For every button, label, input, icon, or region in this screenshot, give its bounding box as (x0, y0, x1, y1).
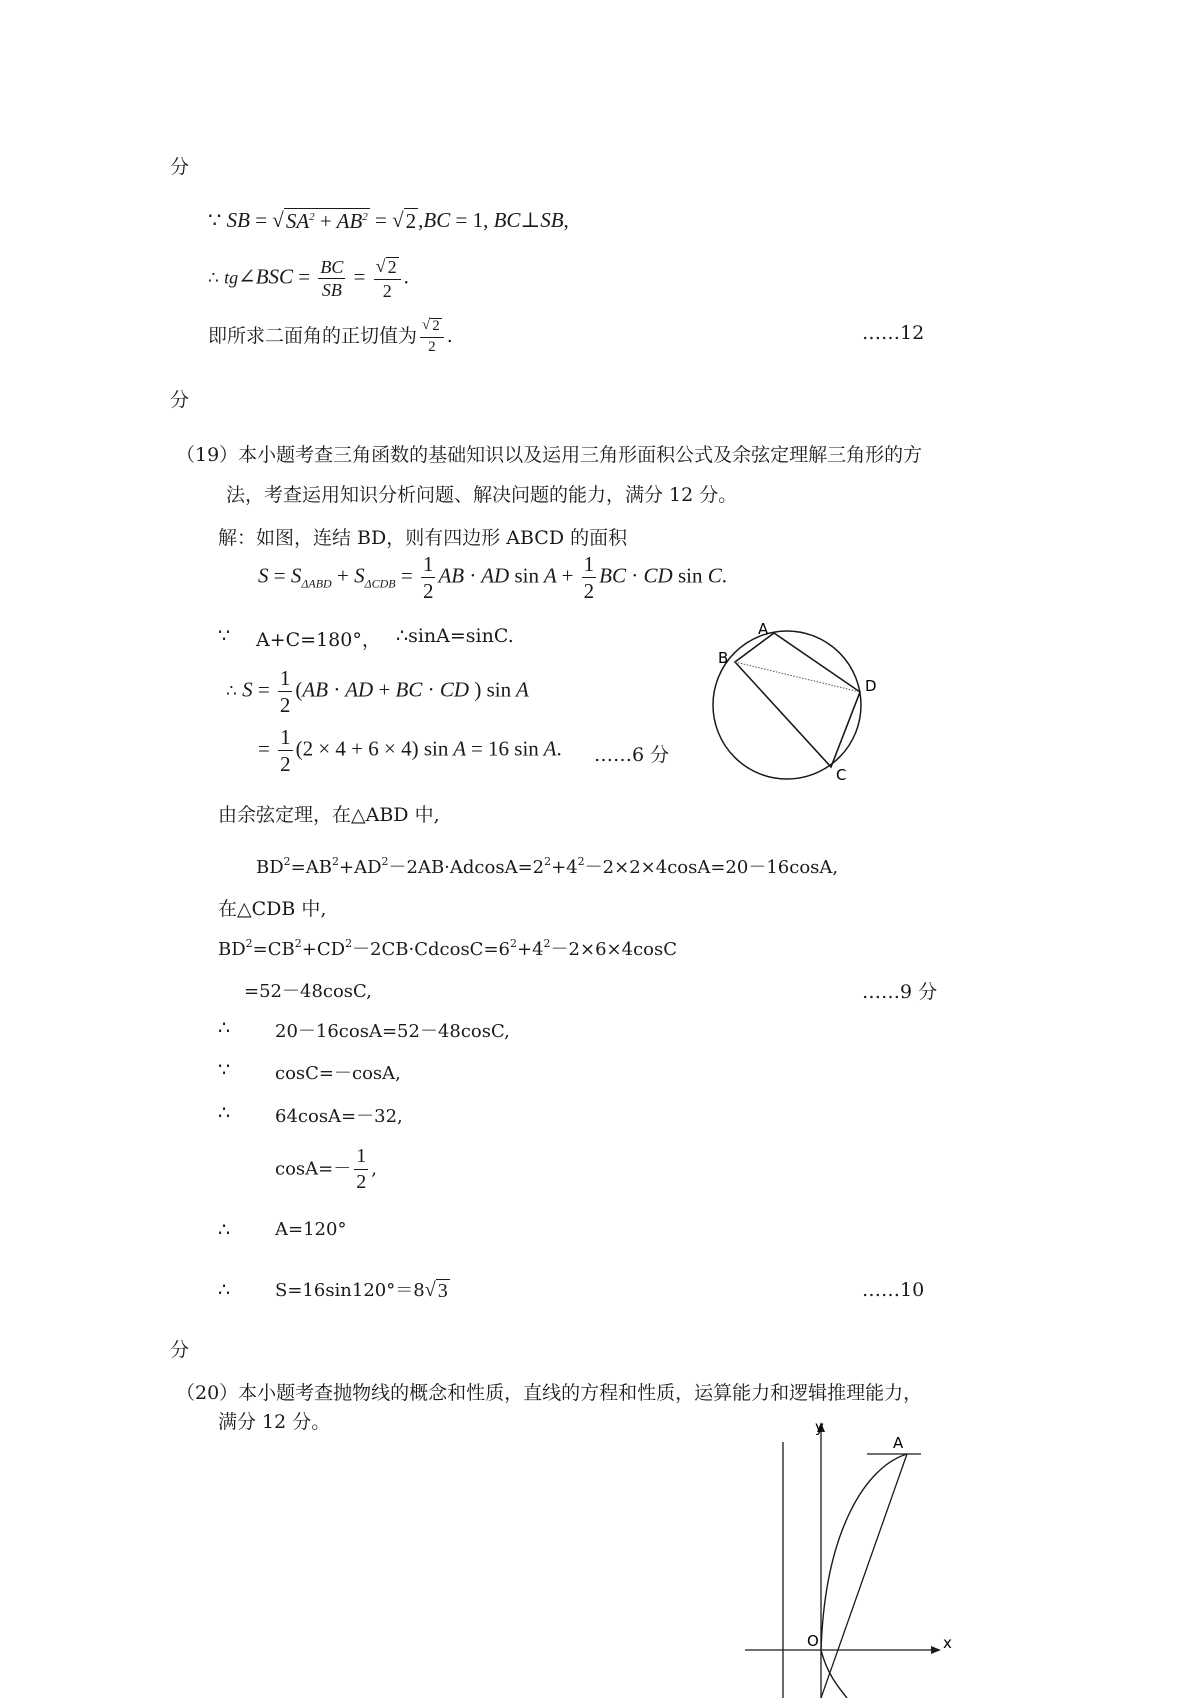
eq-combined: 20－16cosA=52－48cosC, (275, 1021, 510, 1042)
a-120: A=120° (275, 1219, 347, 1240)
therefore-symbol: ∴ (218, 1279, 231, 1301)
bd-cdb-result: =52－48cosC, (244, 981, 372, 1002)
label-c: C (836, 766, 847, 784)
diagonal-bd (735, 662, 860, 692)
chord-line (821, 1454, 907, 1698)
cos-64: 64cosA=－32, (275, 1106, 403, 1127)
q19-intro-line1: （19）本小题考查三角函数的基础知识以及运用三角形面积公式及余弦定理解三角形的方 (176, 444, 923, 466)
score-9: ……9 分 (862, 981, 938, 1003)
label-a: A (893, 1434, 904, 1452)
score-12: ……12 (862, 322, 925, 344)
label-d: D (865, 677, 877, 695)
quadrilateral-abcd (735, 633, 860, 767)
formula-area-sum: $S = S_{\Delta ABD} + S_{\Delta CDB}$ = $\frac{1}{2}$ AB · AD sin A + $\frac{1}{2}$ BC · CD sin C. (258, 552, 727, 604)
therefore-symbol: ∴ (218, 1219, 231, 1241)
label-o: O (807, 1632, 819, 1650)
cos-relation: cosC=－cosA, (275, 1063, 401, 1084)
q20-intro-line2: 满分 12 分。 (218, 1411, 331, 1433)
q19-intro-line2: 法，考查运用知识分析问题、解决问题的能力，满分 12 分。 (226, 484, 738, 506)
label-a: A (758, 620, 769, 638)
q20-intro-line1: （20）本小题考查抛物线的概念和性质，直线的方程和性质，运算能力和逻辑推理能力， (176, 1382, 923, 1404)
label-b: B (718, 649, 729, 667)
bd-squared-abd: $BD^2=AB^2+AD^2-2AB\cdot AdcosA=2^2+4^2-2\times 2\times 4\cos A=20-16\cos A$, (256, 855, 839, 878)
therefore-symbol: ∴ (218, 1017, 231, 1039)
formula-sb: ∵ SB = √ $SA^2 + AB^2$ = √ 2 ,BC = 1, BC⊥SB, (208, 208, 569, 233)
bd-squared-cdb: $BD^2=CB^2+CD^2-2CB\cdot CdcosC=6^2+4^2-2\times 6\times 4\cos C$ (218, 937, 677, 960)
score-6: ……6 分 (594, 744, 670, 766)
because-symbol: ∵ (218, 1059, 231, 1081)
formula-area-factored: ∴ S = $\frac{1}{2}$ (AB · AD + BC · CD ) sin A (226, 666, 529, 718)
parabola-curve-lower (821, 1650, 847, 1698)
fen-label: 分 (170, 389, 190, 411)
therefore-symbol: ∴ (218, 1102, 231, 1124)
cosine-law-intro: 由余弦定理，在△ABD 中, (218, 804, 440, 826)
formula-tan: ∴ tg∠BSC = $\frac{BC}{SB}$ = √ 2 2 . (208, 256, 409, 301)
s-result: S=16sin120°＝8 √ 3 (275, 1279, 448, 1302)
in-cdb: 在△CDB 中, (218, 898, 327, 920)
cyclic-quadrilateral-figure (700, 612, 880, 792)
circumcircle (713, 631, 861, 779)
fen-label: 分 (170, 1339, 190, 1361)
sin-equal: ∴sinA=sinC. (396, 625, 514, 647)
formula-area-value: = $\frac{1}{2}$ (2 × 4 + 6 × 4) sin A = 16 sin A. (258, 725, 562, 777)
label-x: x (943, 1634, 952, 1652)
angle-sum: A+C=180°， (256, 629, 381, 651)
tangent-conclusion: 即所求二面角的正切值为 √ 2 2 . (208, 317, 453, 355)
fen-label: 分 (170, 156, 190, 178)
score-10: ……10 (862, 1279, 925, 1301)
x-axis-arrow-icon (931, 1646, 941, 1654)
label-y: y (815, 1418, 824, 1436)
q19-solution-start: 解：如图，连结 BD，则有四边形 ABCD 的面积 (218, 527, 628, 549)
parabola-figure (735, 1412, 965, 1698)
because-symbol: ∵ (218, 625, 231, 647)
parabola-curve (821, 1454, 907, 1650)
cos-a-value: cosA=－ $\frac{1}{2}$ , (275, 1145, 377, 1193)
